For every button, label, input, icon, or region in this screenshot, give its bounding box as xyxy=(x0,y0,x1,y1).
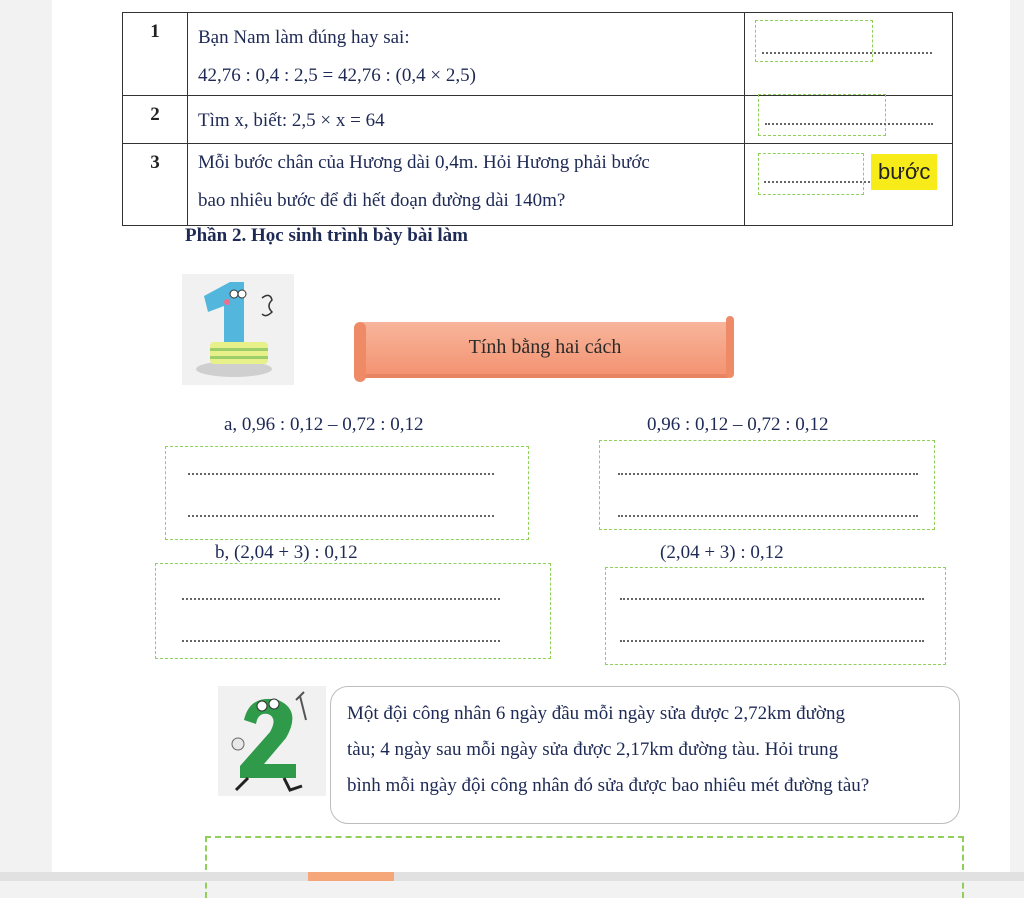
answer-box-1[interactable] xyxy=(755,20,873,62)
answer-dotline xyxy=(764,181,870,183)
question-line: Tìm x, biết: 2,5 × x = 64 xyxy=(198,110,385,131)
work-dotline xyxy=(618,515,918,517)
answer-box-3[interactable] xyxy=(758,153,864,195)
work-dotline xyxy=(620,640,924,642)
horizontal-scrollbar[interactable] xyxy=(0,872,1024,881)
work-dotline xyxy=(182,598,500,600)
work-box-a-right[interactable] xyxy=(599,440,935,530)
expression-b-right: (2,04 + 3) : 0,12 xyxy=(660,542,784,563)
number-two-icon xyxy=(218,686,326,796)
banner-title: Tính bằng hai cách xyxy=(360,322,730,378)
question-text xyxy=(188,144,745,226)
question-line: 42,76 : 0,4 : 2,5 = 42,76 : (0,4 × 2,5) xyxy=(198,65,476,86)
answer-dotline xyxy=(762,52,932,54)
problem-line: tàu; 4 ngày sau mỗi ngày sửa được 2,17km đường tàu. Hỏi trung xyxy=(347,739,839,760)
row-number: 1 xyxy=(123,13,188,96)
work-box-b-right[interactable] xyxy=(605,567,946,665)
expression-a-left: a, 0,96 : 0,12 – 0,72 : 0,12 xyxy=(224,414,424,435)
question-line: bao nhiêu bước để đi hết đoạn đường dài 140m? xyxy=(198,190,566,211)
question-line: Bạn Nam làm đúng hay sai: xyxy=(198,27,410,48)
expression-a-right: 0,96 : 0,12 – 0,72 : 0,12 xyxy=(647,414,829,435)
problem-line: Một đội công nhân 6 ngày đầu mỗi ngày sửa được 2,72km đường xyxy=(347,703,845,724)
work-dotline xyxy=(188,515,494,517)
problem-line: bình mỗi ngày đội công nhân đó sửa được bao nhiêu mét đường tàu? xyxy=(347,775,870,796)
work-dotline xyxy=(618,473,918,475)
work-dotline xyxy=(188,473,494,475)
work-box-a-left[interactable] xyxy=(165,446,529,540)
expression-b-left: b, (2,04 + 3) : 0,12 xyxy=(215,542,358,563)
work-dotline xyxy=(620,598,924,600)
answer-area-box[interactable] xyxy=(205,836,964,898)
word-problem-bubble xyxy=(330,686,960,824)
unit-highlight: bước xyxy=(871,154,937,190)
row-number: 3 xyxy=(123,144,188,226)
work-dotline xyxy=(182,640,500,642)
question-text xyxy=(188,13,745,96)
row-number: 2 xyxy=(123,96,188,144)
question-line: Mỗi bước chân của Hương dài 0,4m. Hỏi Hương phải bước xyxy=(198,152,650,173)
scrollbar-thumb[interactable] xyxy=(308,872,394,881)
answer-dotline xyxy=(765,123,933,125)
question-text xyxy=(188,96,745,144)
section-2-heading: Phần 2. Học sinh trình bày bài làm xyxy=(185,225,468,246)
answer-box-2[interactable] xyxy=(758,94,886,136)
number-one-icon xyxy=(182,274,294,385)
work-box-b-left[interactable] xyxy=(155,563,551,659)
